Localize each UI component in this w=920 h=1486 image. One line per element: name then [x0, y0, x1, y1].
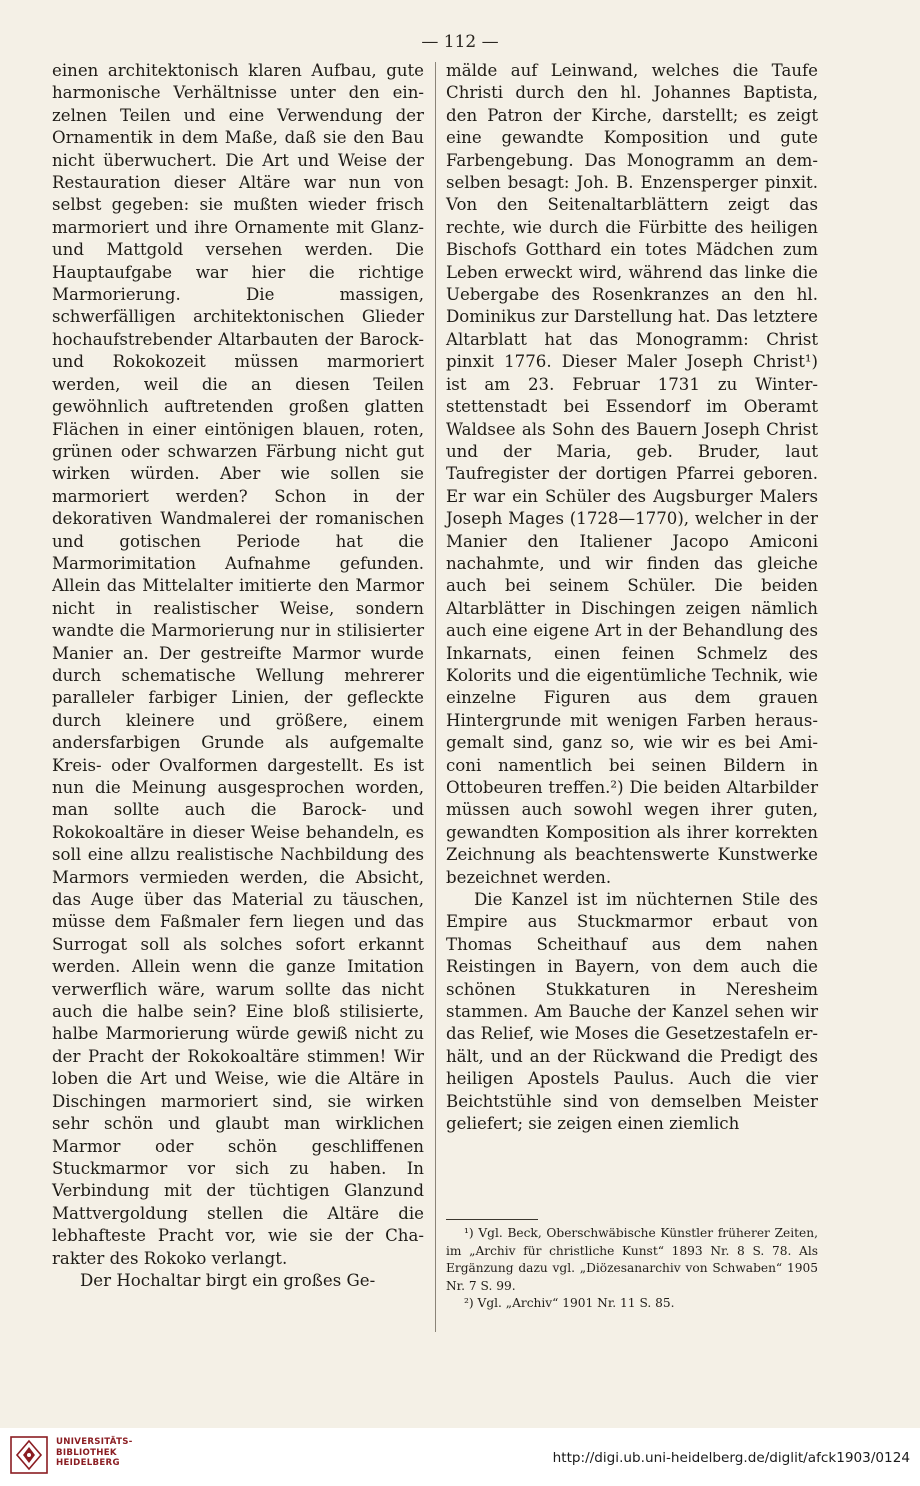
right-column [446, 60, 818, 1136]
permalink-url[interactable]: http://digi.ub.uni-heidelberg.de/diglit/afck1903/0124 [552, 1450, 910, 1466]
left-paragraph-2: Der Hochaltar birgt ein großes Ge- [80, 1270, 376, 1290]
column-divider [435, 62, 436, 1332]
library-name-line-3: HEIDELBERG [56, 1458, 120, 1468]
library-logo-text[interactable] [56, 1437, 133, 1469]
footnote-1: ¹) Vgl. Beck, Oberschwäbische Künstler früherer Zeiten, im „Archiv für christliche Kunst“ 1893 Nr. 8 S. 78. Als Ergänzung dazu vgl. „Diözesanarchiv von Schwaben“ 1905 Nr. 7 S. 99. [446, 1226, 818, 1293]
right-paragraph-1: mälde auf Leinwand, welches die Taufe Christi durch den hl. Johannes Baptista, den Patron der Kirche, darstellt; es zeigt eine gewandte Komposition und gute Farbengebung. Das Monogramm an demselben besagt: Joh. B. Enzensperger pinxit. Von den Seitenaltarblättern zeigt das rechte, wie durch die Fürbitte des heiligen Bischofs Gotthard ein totes Mädchen zum Leben erweckt wird, während das linke die Uebergabe des Rosenkranzes an den hl. Dominikus zur Darstellung hat. Das letztere Altarblatt hat das Monogramm: Christ pinxit 1776. Dieser Maler Joseph Christ¹) ist am 23. Februar 1731 zu Winterstettenstadt bei Essendorf im Oberamt Waldsee als Sohn des Bauern Joseph Christ und der Maria, geb. Bruder, laut Taufregister der dortigen Pfarrei geboren. Er war ein Schüler des Augsburger Malers Joseph Mages (1728—1770), welcher in der Manier den Italiener Jacopo Amiconi nachahmte, und wir finden das gleiche auch bei seinem Schüler. Die beiden Altarblätter in Dischingen zeigen nämlich auch eine eigene Art in der Behandlung des Inkarnats, einen feinen Schmelz des Kolorits und die eigentümliche Technik, wie einzelne Figuren aus dem grauen Hintergrunde mit wenigen Farben herausgemalt sind, ganz so, wie wir es bei Amiconi namentlich bei seinen Bildern in Ottobeuren treffen.²) Die beiden Altarbilder müssen auch sowohl wegen ihrer guten, gewandten Komposition als ihrer korrekten Zeichnung als beachtenswerte Kunstwerke bezeichnet werden. [446, 61, 818, 887]
university-seal-icon[interactable] [10, 1436, 48, 1474]
footnotes [446, 1225, 818, 1313]
library-name-line-2: BIBLIOTHEK [56, 1447, 117, 1458]
footnote-2: ²) Vgl. „Archiv“ 1901 Nr. 11 S. 85. [464, 1296, 675, 1310]
page-number: — 112 — [421, 32, 499, 52]
left-paragraph-1: einen architektonisch klaren Aufbau, gute harmonische Verhältnisse unter den einzelnen Teilen und eine Verwendung der Ornamentik in dem Maße, daß sie den Bau nicht überwuchert. Die Art und Weise der Restauration dieser Altäre war nun von selbst gegeben: sie mußten wieder frisch marmoriert und ihre Ornamente mit Glanz- und Mattgold versehen werden. Die Hauptaufgabe war hier die richtige Marmorierung. Die massigen, schwerfälligen architektonischen Glieder hochaufstrebender Altarbauten der Barock- und Rokokozeit müssen marmoriert werden, weil die an diesen Teilen gewöhnlich auftretenden großen glatten Flächen in einer eintönigen blauen, roten, grünen oder schwarzen Färbung nicht gut wirken würden. Aber wie sollen sie marmoriert werden? Schon in der dekorativen Wandmalerei der romanischen und gotischen Periode hat die Marmorimitation Aufnahme gefunden. Allein das Mittelalter imitierte den Marmor nicht in realistischer Weise, sondern wandte die Marmorierung nur in stilisierter Manier an. Der gestreifte Marmor wurde durch schematische Wellung mehrerer paralleler farbiger Linien, der gefleckte durch kleinere und größere, einem andersfarbigen Grunde als aufgemalte Kreis- oder Ovalformen dargestellt. Es ist nun die Meinung ausgesprochen worden, man sollte auch die Barock- und Rokokoaltäre in dieser Weise behandeln, es soll eine allzu realistische Nachbildung des Marmors vermieden werden, die Absicht, das Auge über das Material zu täuschen, müsse dem Faßmaler fern liegen und das Surrogat soll als solches sofort erkannt werden. Allein wenn die ganze Imitation verwerflich wäre, warum sollte das nicht auch die halbe sein? Eine bloß stilisierte, halbe Marmorierung würde gewiß nicht zu der Pracht der Rokokoaltäre stimmen! Wir loben die Art und Weise, wie die Altäre in Dischingen marmoriert sind, sie wirken sehr schön und glaubt man wirklichen Marmor oder schön geschliffenen Stuckmarmor vor sich zu haben. In Verbindung mit der tüchtigen Glanzund Mattvergoldung stellen die Altäre die lebhafteste Pracht vor, wie sie der Charakter des Rokoko verlangt. [52, 61, 424, 1268]
left-column [52, 60, 424, 1292]
footnote-rule [446, 1219, 538, 1220]
library-name-line-1: UNIVERSITÄTS- [56, 1437, 133, 1447]
right-paragraph-2: Die Kanzel ist im nüchternen Stile des Empire aus Stuckmarmor erbaut von Thomas Scheithauf aus dem nahen Reistingen in Bayern, von dem auch die schönen Stukkaturen in Neresheim stammen. Am Bauche der Kanzel sehen wir das Relief, wie Moses die Gesetzestafeln erhält, und an der Rückwand die Predigt des heiligen Apostels Paulus. Auch die vier Beichtstühle sind von demselben Meister geliefert; sie zeigen einen ziemlich [446, 890, 818, 1134]
